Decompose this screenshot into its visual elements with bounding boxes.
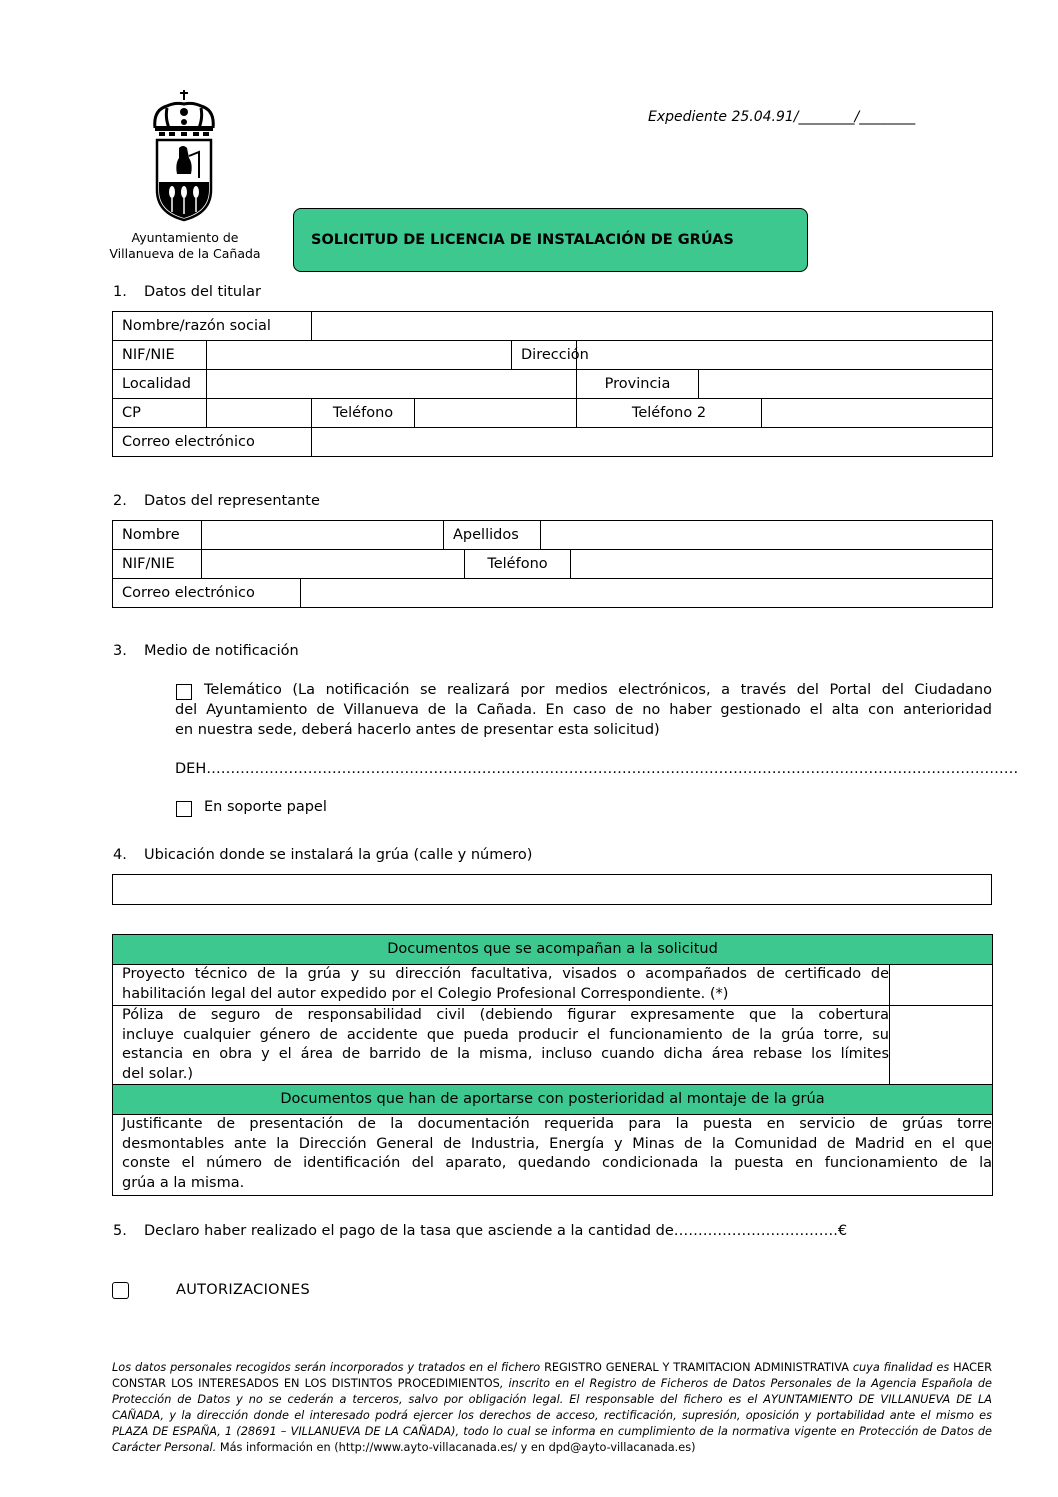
input-rep-apellidos[interactable] — [541, 521, 993, 550]
input-correo-electronico[interactable] — [312, 428, 993, 457]
label-nombre-razon-social: Nombre/razón social — [113, 312, 312, 341]
doc-item-justificante-line2: desmontables ante la Dirección General de Industria, Energía y Minas de la Comunidad de Madrid en el que — [122, 1135, 992, 1152]
section-5-text: Declaro haber realizado el pago de la tasa que asciende a la cantidad de…………………………….€ — [144, 1223, 848, 1239]
input-rep-nombre[interactable] — [202, 521, 444, 550]
deh-field[interactable]: DEH…………………………………………………………………………………………………………………………………………………… — [175, 761, 1019, 777]
doc-item-poliza-line3: estancia en obra y el área de barrido de la misma, incluso cuando dicha área rebase los límites — [122, 1046, 889, 1062]
autorizaciones-checkbox[interactable] — [112, 1282, 129, 1299]
doc-item-poliza-line1: Póliza de seguro de responsabilidad civil (debiendo figurar expresamente que la cobertura — [122, 1007, 889, 1023]
papel-label: En soporte papel — [204, 799, 327, 815]
label-telefono: Teléfono — [312, 399, 415, 428]
section-3-number: 3. — [113, 643, 127, 659]
input-rep-telefono[interactable] — [571, 550, 993, 579]
organization-name — [100, 230, 270, 262]
label-correo-electronico: Correo electrónico — [113, 428, 312, 457]
label-direccion: Dirección — [512, 341, 577, 370]
doc-item-justificante — [113, 1115, 993, 1196]
privacy-text-1: Los datos personales recogidos serán incorporados y tratados en el fichero — [112, 1361, 541, 1374]
input-nif-nie[interactable] — [207, 341, 512, 370]
section-1-number: 1. — [113, 284, 127, 300]
section-4-heading — [113, 847, 532, 863]
doc-item-poliza-check-cell[interactable] — [890, 1006, 993, 1085]
privacy-text-2: REGISTRO GENERAL Y TRAMITACION ADMINISTRATIVA — [544, 1361, 849, 1374]
input-telefono[interactable] — [415, 399, 577, 428]
input-direccion[interactable] — [577, 341, 993, 370]
coat-of-arms-logo — [145, 88, 223, 223]
autorizaciones-label: AUTORIZACIONES — [176, 1282, 310, 1298]
section-2-number: 2. — [113, 493, 127, 509]
privacy-text-3: cuya finalidad es — [852, 1361, 950, 1374]
doc-item-justificante-line1: Justificante de presentación de la documentación requerida para la puesta en servicio de grúas torre — [122, 1116, 992, 1132]
section-1-title: Datos del titular — [144, 284, 261, 300]
label-rep-nombre: Nombre — [113, 521, 202, 550]
section-4-number: 4. — [113, 847, 127, 863]
documents-table — [112, 934, 993, 1196]
doc-item-proyecto-line1: Proyecto técnico de la grúa y su dirección facultativa, visados o acompañados de certificado de — [122, 966, 889, 982]
telematico-text-line2: del Ayuntamiento de Villanueva de la Cañada. En caso de no haber gestionado el alta con anterioridad — [175, 702, 992, 718]
section-5-number: 5. — [113, 1223, 127, 1239]
telematico-option — [175, 680, 992, 740]
doc-item-proyecto-check-cell[interactable] — [890, 965, 993, 1006]
section-5-heading — [113, 1223, 847, 1239]
representante-table — [112, 520, 993, 608]
privacy-text-5: , inscrito en el Registro de Ficheros de Datos Personales de la Agencia Española de Protección de Datos y no se cederán a terceros, salvo por obligación legal. El responsable del fichero es el AYUNTAMIENTO DE VILLANUEVA DE LA CAÑADA, y la dirección donde el interesado podrá ejercer los derechos de acceso, rectificación, supresión, oposición y portabilidad ante el mismo es PLAZA DE ESPAÑA, 1 (28691 – VILLANUEVA DE LA CAÑADA), todo lo cual se informa en cumplimiento de la normativa vigente en Protección de Datos de Carácter Personal. — [112, 1377, 992, 1454]
doc-item-poliza-line4: del solar.) — [122, 1065, 193, 1082]
label-cp: CP — [113, 399, 207, 428]
doc-item-poliza — [113, 1006, 890, 1085]
section-1-heading — [113, 284, 261, 300]
input-nombre-razon-social[interactable] — [312, 312, 993, 341]
titular-table — [112, 311, 993, 457]
input-provincia[interactable] — [699, 370, 993, 399]
label-rep-nif-nie: NIF/NIE — [113, 550, 202, 579]
form-title: SOLICITUD DE LICENCIA DE INSTALACIÓN DE GRÚAS — [311, 232, 734, 248]
input-cp[interactable] — [207, 399, 312, 428]
papel-checkbox[interactable] — [176, 801, 192, 817]
input-rep-nif-nie[interactable] — [202, 550, 465, 579]
doc-item-poliza-line2: incluye cualquier género de accidente que pueda producir el funcionamiento de la grúa torre, su — [122, 1026, 889, 1043]
label-localidad: Localidad — [113, 370, 207, 399]
privacy-text-4: HACER CONSTAR LOS INTERESADOS EN LOS DISTINTOS PROCEDIMIENTOS — [112, 1361, 993, 1390]
expediente-number: Expediente 25.04.91/________/________ — [648, 109, 916, 125]
label-rep-apellidos: Apellidos — [444, 521, 541, 550]
label-rep-telefono: Teléfono — [465, 550, 571, 579]
label-telefono-2: Teléfono 2 — [577, 399, 762, 428]
section-3-heading — [113, 643, 299, 659]
telematico-text-line1: Telemático (La notificación se realizará por medios electrónicos, a través del Portal del Ciudadano — [204, 682, 992, 698]
section-2-heading — [113, 493, 320, 509]
privacy-notice — [112, 1360, 992, 1456]
section-2-title: Datos del representante — [144, 493, 320, 509]
section-4-title: Ubicación donde se instalará la grúa (calle y número) — [144, 847, 533, 863]
section-3-title: Medio de notificación — [144, 643, 299, 659]
documents-header-1: Documentos que se acompañan a la solicitud — [113, 935, 993, 965]
input-telefono-2[interactable] — [762, 399, 993, 428]
doc-item-justificante-line3: conste el número de identificación del aparato, quedando condicionada la puesta en funcionamiento de la — [122, 1155, 992, 1171]
label-rep-correo: Correo electrónico — [113, 579, 301, 608]
input-rep-correo[interactable] — [301, 579, 993, 608]
label-nif-nie: NIF/NIE — [113, 341, 207, 370]
organization-name-line1: Ayuntamiento de — [131, 230, 239, 245]
ubicacion-input[interactable] — [112, 874, 992, 905]
form-title-box — [293, 208, 808, 272]
telematico-text-line3: en nuestra sede, deberá hacerlo antes de presentar esta solicitud) — [175, 722, 660, 738]
doc-item-justificante-line4: grúa a la misma. — [122, 1174, 245, 1191]
doc-item-proyecto — [113, 965, 890, 1006]
label-provincia: Provincia — [577, 370, 699, 399]
doc-item-proyecto-line2: habilitación legal del autor expedido por el Colegio Profesional Correspondiente. (*) — [122, 985, 729, 1002]
input-localidad[interactable] — [207, 370, 577, 399]
privacy-more-info-link[interactable]: Más información en (http://www.ayto-villacanada.es/ y en dpd@ayto-villacanada.es) — [219, 1441, 696, 1454]
organization-name-line2: Villanueva de la Cañada — [109, 246, 261, 261]
documents-header-2: Documentos que han de aportarse con posterioridad al montaje de la grúa — [113, 1085, 993, 1115]
